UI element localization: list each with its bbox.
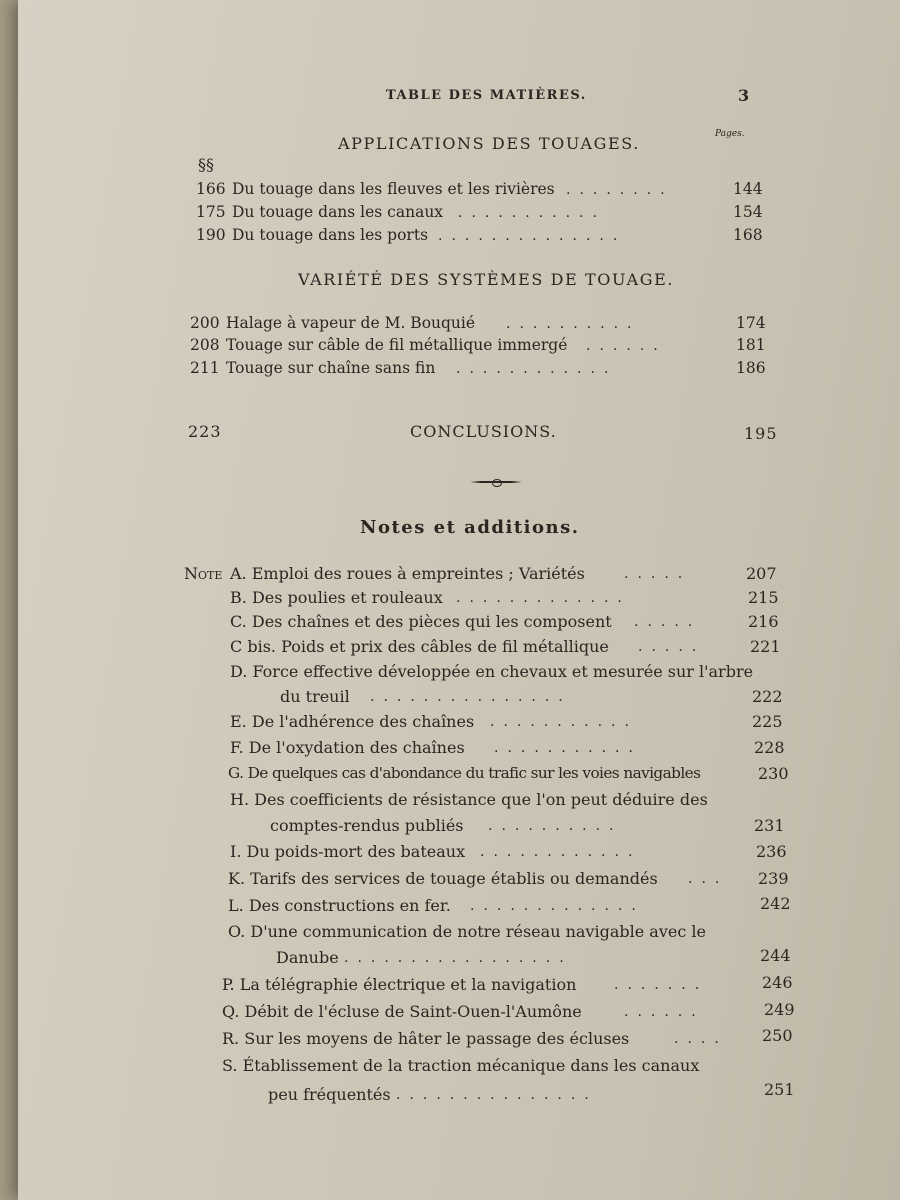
note-letter: H. [230,790,250,809]
note-item [230,712,474,731]
note-page: 207 [746,564,777,583]
leader-dots: ............ [456,361,618,377]
leader-dots: ..... [624,566,692,582]
note-item [230,738,465,757]
note-letter: B. [230,588,247,607]
entry-text: Touage sur chaîne sans fin [226,359,436,377]
entry-number: 166 [196,180,226,198]
pages-column-label: Pages. [715,129,745,139]
note-text: D'une communication de notre réseau navigable avec le [250,922,706,941]
book-page [18,0,900,1200]
note-continuation: comptes-rendus publiés [270,816,464,835]
entry-page: 186 [736,359,766,377]
entry-number: 208 [190,336,220,354]
entry-text: Du touage dans les fleuves et les rivières [232,180,555,198]
note-page: 242 [760,894,791,913]
leader-dots: ........... [494,740,642,756]
note-text: Tarifs des services de touage établis ou demandés [250,869,658,888]
note-page: 251 [764,1080,795,1099]
note-letter: L. [228,896,244,915]
toc-entry [196,203,443,221]
note-item [230,842,465,861]
note-letter: A. [230,564,247,583]
note-text: Poids et prix des câbles de fil métallique [281,637,609,656]
notes-title: Notes et additions. [360,517,580,538]
leader-dots: .......... [488,818,623,834]
section-title-varietes: VARIÉTÉ DES SYSTÈMES DE TOUAGE. [298,270,675,289]
note-text: De quelques cas d'abondance du trafic sur les voies navigables [247,764,701,782]
note-text: Des poulies et rouleaux [251,588,443,607]
note-item [230,612,612,631]
leader-dots: ..... [634,614,702,630]
note-page: 228 [754,738,785,757]
entry-number: 200 [190,314,220,332]
note-page: 221 [750,637,781,656]
note-letter: F. [230,738,244,757]
leader-dots: ........ [566,182,674,198]
entry-page: 154 [733,203,763,221]
note-letter: G. [228,764,244,782]
note-continuation: peu fréquentés [268,1085,391,1104]
note-page: 246 [762,973,793,992]
note-letter: I. [230,842,242,861]
entry-number: 211 [190,359,220,377]
note-item [222,975,576,994]
note-letter: D. [230,662,248,681]
entry-page: 168 [733,226,763,244]
note-text: Établissement de la traction mécanique dans les canaux [242,1056,700,1075]
entry-page: 174 [736,314,766,332]
section-title-applications: APPLICATIONS DES TOUAGES. [338,134,640,153]
note-letter: K. [228,869,246,888]
leader-dots: ............. [456,590,631,606]
note-text: Des coefficients de résistance que l'on peut déduire des [254,790,708,809]
note-letter: S. [222,1056,238,1075]
note-page: 239 [758,869,789,888]
note-letter: Q. [222,1002,240,1021]
note-page: 236 [756,842,787,861]
note-text: Du poids-mort des bateaux [246,842,466,861]
note-letter: C. [230,612,247,631]
conclusions-title: CONCLUSIONS. [410,422,557,441]
note-page: 225 [752,712,783,731]
leader-dots: ... [688,871,729,887]
toc-entry [196,180,555,198]
leader-dots: ............... [370,689,572,705]
leader-dots: ..... [638,639,706,655]
leader-dots: ...... [624,1004,705,1020]
note-letter: P. [222,975,235,994]
note-text: Des chaînes et des pièces qui les composent [251,612,612,631]
conclusions-number: 223 [188,422,222,441]
note-page: 249 [764,1000,795,1019]
note-text: La télégraphie électrique et la navigation [239,975,577,994]
note-word [184,564,222,583]
note-item [230,790,708,809]
conclusions-page: 195 [744,424,778,443]
note-item [230,588,443,607]
note-page: 244 [760,946,791,965]
note-text: Sur les moyens de hâter le passage des écluses [244,1029,630,1048]
note-word-label: Note [184,564,223,583]
leader-dots: ........... [458,205,606,221]
entry-number: 190 [196,226,226,244]
note-text: Débit de l'écluse de Saint-Ouen-l'Aumône [244,1002,582,1021]
note-letter: E. [230,712,247,731]
note-page: 231 [754,816,785,835]
leader-dots: ...... [586,338,667,354]
note-page: 250 [762,1026,793,1045]
toc-entry [190,336,567,354]
entry-text: Halage à vapeur de M. Bouquié [226,314,476,332]
note-text: De l'adhérence des chaînes [251,712,475,731]
note-item [230,637,609,656]
leader-dots: .... [674,1031,728,1047]
note-text: Des constructions en fer. [248,896,451,915]
entry-number: 175 [196,203,226,221]
section-sign: §§ [198,155,214,174]
running-title: TABLE DES MATIÈRES. [386,88,587,103]
note-continuation: Danube [276,948,339,967]
leader-dots: .............. [438,228,627,244]
note-page: 230 [758,764,789,783]
note-item [228,764,700,782]
leader-dots: .......... [506,316,641,332]
leader-dots: ....... [614,977,709,993]
note-page: 216 [748,612,779,631]
ornamental-rule [470,480,522,484]
note-text: Force effective développée en chevaux et mesurée sur l'arbre [252,662,754,681]
leader-dots: ............... [396,1087,598,1103]
note-item [222,1002,582,1021]
note-letter: O. [228,922,246,941]
note-letter: C bis. [230,637,276,656]
note-item [222,1029,629,1048]
note-item [228,869,658,888]
entry-text: Touage sur câble de fil métallique immergé [226,336,568,354]
note-text: De l'oxydation des chaînes [248,738,465,757]
leader-dots: ............ [480,844,642,860]
entry-page: 181 [736,336,766,354]
note-page: 222 [752,687,783,706]
entry-text: Du touage dans les canaux [232,203,444,221]
entry-text: Du touage dans les ports [232,226,429,244]
note-item [228,896,451,915]
note-page: 215 [748,588,779,607]
note-item [228,922,706,941]
toc-entry [190,314,475,332]
note-item [230,662,753,681]
toc-entry [196,226,428,244]
leader-dots: ............. [470,898,645,914]
toc-entry [190,359,435,377]
note-item [222,1056,699,1075]
page-folio: 3 [738,86,750,105]
note-continuation: du treuil [280,687,350,706]
note-letter: R. [222,1029,240,1048]
note-text: Emploi des roues à empreintes ; Variétés [251,564,585,583]
leader-dots: ................. [344,950,573,966]
entry-page: 144 [733,180,763,198]
leader-dots: ........... [490,714,638,730]
note-item [230,564,585,583]
